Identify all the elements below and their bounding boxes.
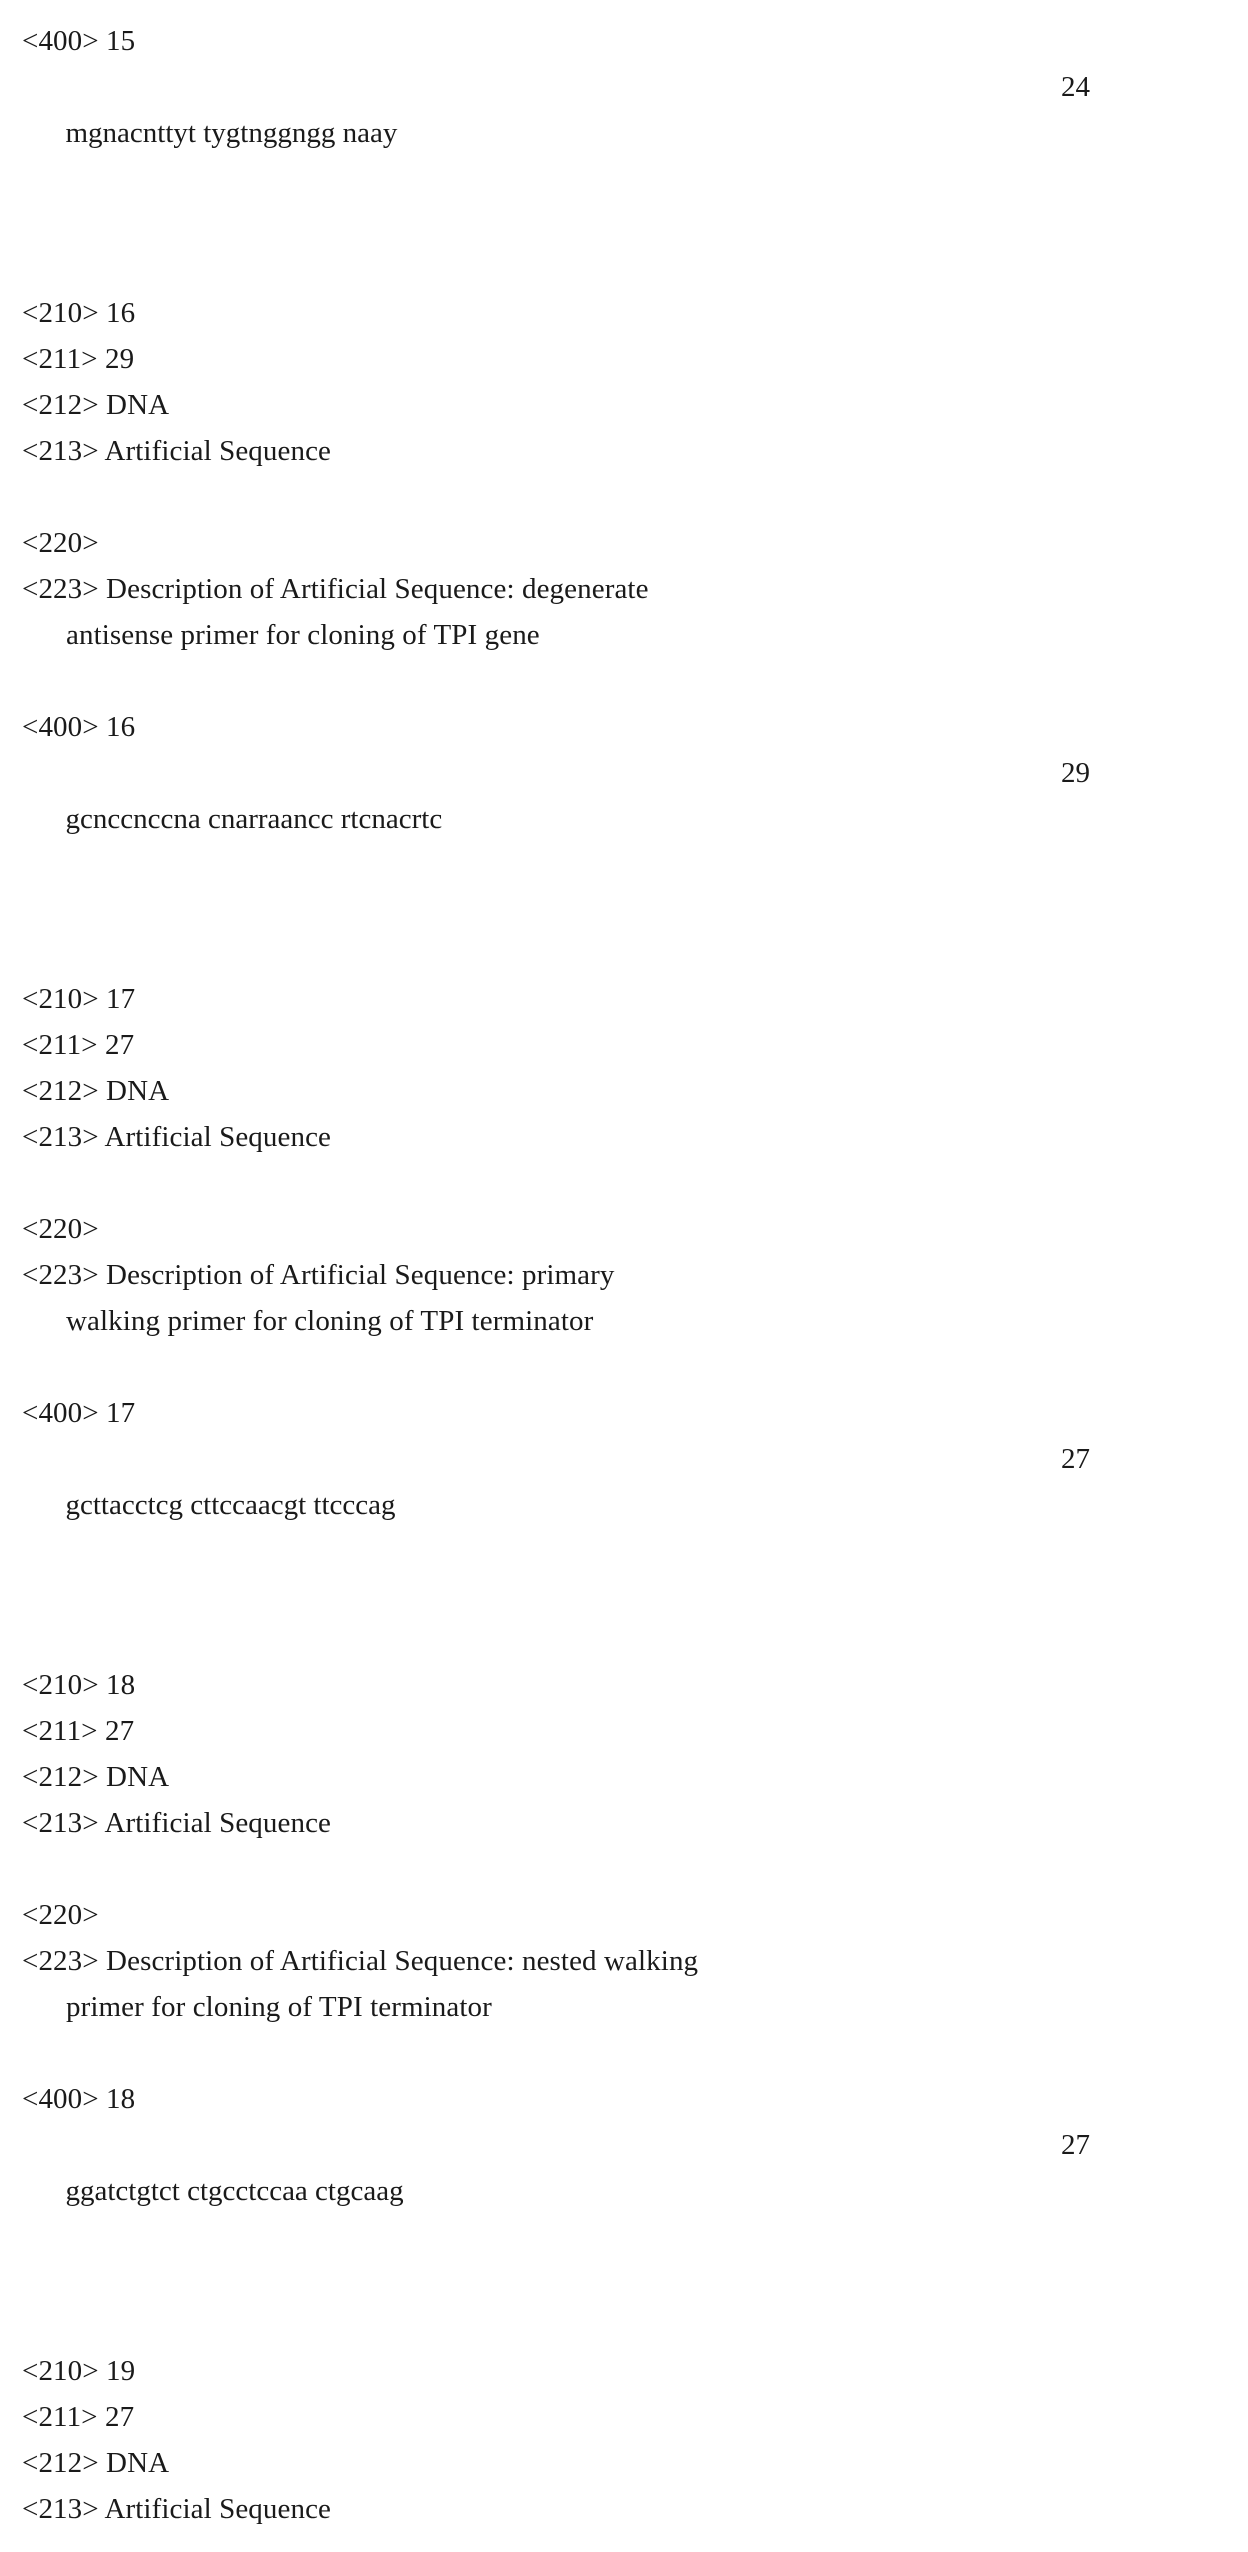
feature-line-220: <220> — [22, 527, 99, 559]
descriptor-line-211: <211> 27 — [22, 2401, 135, 2433]
descriptor-line-213: <213> Artificial Sequence — [22, 2493, 332, 2525]
sequence-length: 27 — [1061, 1443, 1090, 1475]
sequence-row — [22, 64, 1178, 202]
spacer — [22, 1344, 1178, 1390]
descriptor-line-212: <212> DNA — [22, 1761, 170, 1793]
feature-entry — [22, 520, 1178, 658]
spacer — [22, 1160, 1178, 1206]
sequence-row — [22, 2122, 1178, 2260]
descriptor-line-210: <210> 16 — [22, 297, 136, 329]
sequence-entry — [22, 18, 1178, 202]
sequence-length: 29 — [1061, 757, 1090, 789]
sequence-length: 24 — [1061, 71, 1090, 103]
sequence-header: <400> 15 — [22, 25, 136, 57]
spacer — [22, 474, 1178, 520]
feature-entry — [22, 1892, 1178, 2030]
sequence-length: 27 — [1061, 2129, 1090, 2161]
sequence-entry — [22, 1390, 1178, 1574]
feature-line-223: <223> Description of Artificial Sequence: primary — [22, 1259, 615, 1291]
descriptor-entry — [22, 976, 1178, 1160]
descriptor-line-213: <213> Artificial Sequence — [22, 1121, 332, 1153]
descriptor-line-213: <213> Artificial Sequence — [22, 435, 332, 467]
spacer — [22, 202, 1178, 290]
descriptor-line-210: <210> 18 — [22, 1669, 136, 1701]
spacer — [22, 1846, 1178, 1892]
feature-line-223: <223> Description of Artificial Sequence: degenerate — [22, 573, 649, 605]
sequence-header: <400> 17 — [22, 1397, 136, 1429]
feature-line-220: <220> — [22, 1213, 99, 1245]
descriptor-line-213: <213> Artificial Sequence — [22, 1807, 332, 1839]
feature-line-223: <223> Description of Artificial Sequence: nested walking — [22, 1945, 699, 1977]
descriptor-line-212: <212> DNA — [22, 389, 170, 421]
spacer — [22, 2030, 1178, 2076]
feature-line-220: <220> — [22, 1899, 99, 1931]
descriptor-line-212: <212> DNA — [22, 2447, 170, 2479]
sequence-text: gcttacctcg cttccaacgt ttcccag — [65, 1489, 396, 1521]
feature-continuation: primer for cloning of TPI terminator — [66, 1991, 492, 2023]
sequence-row — [22, 750, 1178, 888]
descriptor-line-211: <211> 29 — [22, 343, 135, 375]
sequence-header: <400> 18 — [22, 2083, 136, 2115]
spacer — [22, 658, 1178, 704]
descriptor-line-210: <210> 19 — [22, 2355, 136, 2387]
spacer — [22, 2260, 1178, 2348]
descriptor-line-212: <212> DNA — [22, 1075, 170, 1107]
sequence-entry — [22, 704, 1178, 888]
sequence-entry — [22, 2076, 1178, 2260]
sequence-text: gcnccnccna cnarraancc rtcnacrtc — [65, 803, 443, 835]
feature-entry — [22, 1206, 1178, 1344]
descriptor-entry — [22, 2348, 1178, 2532]
feature-continuation: antisense primer for cloning of TPI gene — [66, 619, 540, 651]
descriptor-line-211: <211> 27 — [22, 1029, 135, 1061]
descriptor-line-211: <211> 27 — [22, 1715, 135, 1747]
descriptor-entry — [22, 290, 1178, 474]
descriptor-line-210: <210> 17 — [22, 983, 136, 1015]
sequence-row — [22, 1436, 1178, 1574]
feature-continuation: walking primer for cloning of TPI terminator — [66, 1305, 594, 1337]
sequence-header: <400> 16 — [22, 711, 136, 743]
spacer — [22, 1574, 1178, 1662]
sequence-text: mgnacnttyt tygtnggngg naay — [65, 117, 398, 149]
spacer — [22, 888, 1178, 976]
descriptor-entry — [22, 1662, 1178, 1846]
sequence-text: ggatctgtct ctgcctccaa ctgcaag — [65, 2175, 404, 2207]
